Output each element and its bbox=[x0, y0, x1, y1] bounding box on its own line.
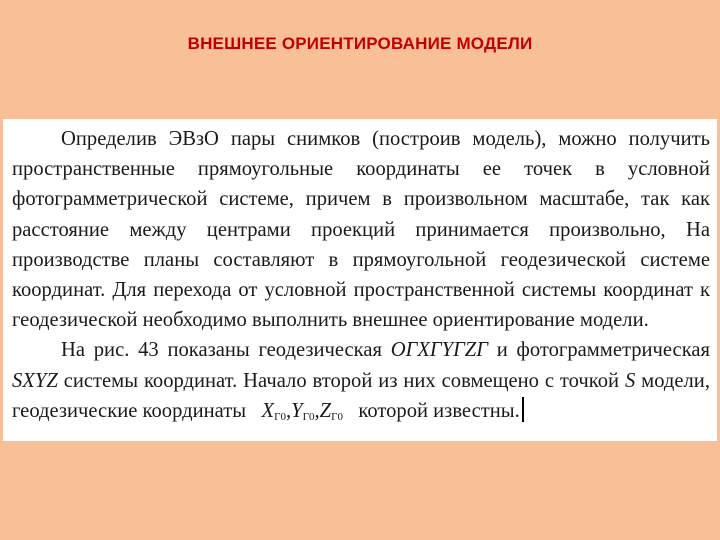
text-line: геодезической необходимо выполнить внешнее ориентирование модели. bbox=[12, 309, 649, 332]
text-fragment: и фотограмметрическая bbox=[496, 339, 710, 362]
text-line: фотограмметрической системе, причем в произвольном масштабе, так как bbox=[12, 188, 710, 211]
text-line: Определив ЭВзО пары снимков (построив модель), можно получить bbox=[61, 128, 710, 150]
text-line: пространственные прямоугольные координаты ее точек в условной bbox=[12, 158, 710, 181]
text-fragment: которой известны. bbox=[358, 399, 520, 422]
text-fragment: геодезические координаты bbox=[12, 399, 247, 422]
separator: , bbox=[285, 399, 292, 422]
text-fragment: системы координат. Начало второй из них совмещено с точкой bbox=[63, 369, 620, 392]
text-panel bbox=[3, 119, 717, 441]
coord-subscript: Г0 bbox=[274, 410, 286, 423]
text-line bbox=[12, 366, 710, 396]
text-fragment: модели, bbox=[641, 369, 710, 392]
photogrammetric-system-label: SXYZ bbox=[12, 369, 58, 392]
text-line: координат. Для перехода от условной пространственной системы координат к bbox=[12, 279, 710, 302]
text-fragment: На рис. 43 показаны геодезическая bbox=[61, 339, 382, 362]
point-s-label: S bbox=[624, 369, 636, 392]
geodetic-system-label: OГXГYГZГ bbox=[390, 339, 488, 362]
text-line: производстве планы составляют в прямоугольной геодезической системе bbox=[12, 248, 710, 271]
coord-subscript: Г0 bbox=[331, 410, 343, 423]
paragraph-1 bbox=[12, 124, 710, 335]
coord-x: X bbox=[261, 399, 275, 422]
text-cursor bbox=[522, 397, 524, 422]
coord-subscript: Г0 bbox=[302, 410, 315, 423]
coord-z: Z bbox=[319, 399, 332, 422]
slide-title: ВНЕШНЕЕ ОРИЕНТИРОВАНИЕ МОДЕЛИ bbox=[187, 34, 533, 53]
separator: , bbox=[314, 399, 320, 422]
text-line bbox=[12, 396, 710, 426]
text-line: расстояние между центрами проекций принимается произвольно, На bbox=[12, 218, 710, 241]
text-line bbox=[12, 335, 710, 365]
paragraph-2 bbox=[12, 335, 710, 426]
coord-y: Y bbox=[291, 399, 303, 422]
